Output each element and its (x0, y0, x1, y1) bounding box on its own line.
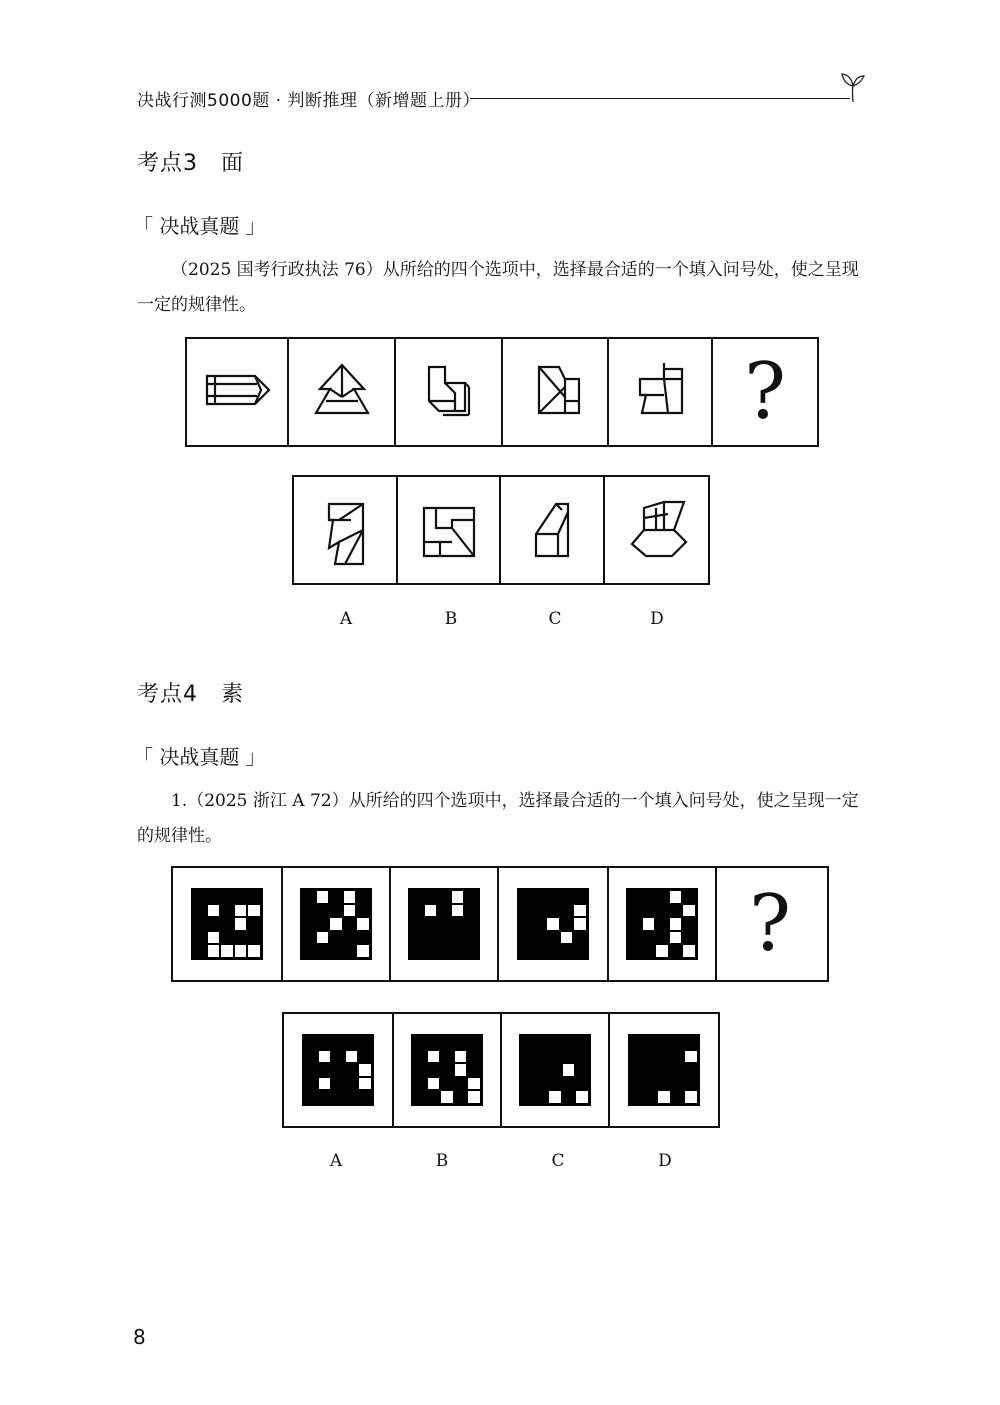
grid-options-row (282, 1012, 720, 1128)
section-title-4: 考点4 素 (137, 682, 244, 707)
grid-black-square (629, 905, 641, 917)
grid-black-square (672, 1051, 684, 1063)
grid-black-square (576, 1051, 588, 1063)
grid-black-square (332, 1091, 344, 1103)
grid-white-square (330, 918, 342, 930)
grid-black-square (425, 918, 437, 930)
grid-black-square (574, 932, 586, 944)
stem-question-cell (713, 339, 817, 445)
grid-black-square (344, 932, 356, 944)
grid-black-square (208, 918, 220, 930)
grid-black-square (656, 932, 668, 944)
grid-black-square (248, 891, 260, 903)
grid-black-square (194, 945, 206, 957)
grid-black-square (357, 891, 369, 903)
grid-black-square (319, 1037, 331, 1049)
grid-white-square (346, 1051, 358, 1063)
grid-white-square (547, 918, 559, 930)
question-text-3: （2025 国考行政执法 76）从所给的四个选项中，选择最合适的一个填入问号处，使之呈现一定的规律性。 (137, 260, 859, 315)
grid-black-square (520, 905, 532, 917)
grid-black-square (685, 1037, 697, 1049)
grid-white-square (452, 905, 464, 917)
grid-white-square (425, 905, 437, 917)
grid-white-square (576, 1091, 588, 1103)
grid-black-square (561, 905, 573, 917)
grid-black-square (672, 1037, 684, 1049)
option-label-a: A (339, 609, 353, 629)
option-label-c: C (548, 609, 562, 629)
grid-black-square (235, 891, 247, 903)
grid-white-square (452, 891, 464, 903)
stem-figure-3 (396, 339, 503, 445)
grid-black-square (670, 905, 682, 917)
grid-question-cell (717, 868, 823, 980)
grid-black-square (534, 891, 546, 903)
grid-white-square (208, 945, 220, 957)
grid-black-square (534, 945, 546, 957)
grid-black-square (656, 905, 668, 917)
figure-options-row (292, 475, 710, 585)
grid-black-square (221, 932, 233, 944)
grid-black-square (414, 1064, 426, 1076)
stem-grid-cell-1 (173, 868, 283, 980)
grid-black-square (520, 932, 532, 944)
option-figure-a[interactable] (294, 477, 398, 583)
grid-white-square (685, 1091, 697, 1103)
grid-black-square (522, 1051, 534, 1063)
grid-black-square (536, 1037, 548, 1049)
grid-black-square (317, 905, 329, 917)
grid-black-square (631, 1091, 643, 1103)
grid-black-square (303, 918, 315, 930)
grid-black-square (629, 918, 641, 930)
stem-figure-2 (289, 339, 396, 445)
grid-black-square (534, 905, 546, 917)
option-label-b: B (444, 609, 458, 629)
grid-black-square (303, 905, 315, 917)
grid-black-square (455, 1078, 467, 1090)
grid-black-square (455, 1037, 467, 1049)
grid-black-square (656, 918, 668, 930)
grid-black-square (465, 891, 477, 903)
grid-black-square (438, 905, 450, 917)
grid-option-label-d: D (658, 1151, 672, 1171)
grid-white-square (670, 891, 682, 903)
grid-black-square (631, 1037, 643, 1049)
grid-black-square (536, 1051, 548, 1063)
grid-white-square (683, 905, 695, 917)
grid-black-square (305, 1091, 317, 1103)
grid-white-square (248, 905, 260, 917)
grid-black-square (414, 1037, 426, 1049)
grid-black-square (563, 1091, 575, 1103)
grid-black-square (317, 918, 329, 930)
grid-black-square (643, 932, 655, 944)
stem-figure-1 (187, 339, 289, 445)
grid-white-square (208, 905, 220, 917)
page-number: 8 (133, 1325, 146, 1349)
grid-black-square (428, 1091, 440, 1103)
grid-black-square (468, 1051, 480, 1063)
grid-white-square (428, 1078, 440, 1090)
option-grid-cell-a[interactable] (284, 1014, 394, 1126)
grid-black-square (643, 945, 655, 957)
grid-black-square (332, 1078, 344, 1090)
grid-black-square (522, 1078, 534, 1090)
stem-figure-5 (609, 339, 713, 445)
grid-white-square (656, 945, 668, 957)
stem-grid (300, 888, 372, 960)
grid-black-square (357, 932, 369, 944)
stem-grid (626, 888, 698, 960)
grid-black-square (411, 905, 423, 917)
header-rule (470, 98, 850, 99)
option-grid-cell-b[interactable] (394, 1014, 502, 1126)
grid-white-square (643, 918, 655, 930)
grid-black-square (683, 918, 695, 930)
grid-black-square (357, 905, 369, 917)
grid-black-square (685, 1078, 697, 1090)
option-grid-cell-c[interactable] (502, 1014, 610, 1126)
option-figure-d[interactable] (605, 477, 709, 583)
grid-white-square (670, 918, 682, 930)
grid-black-square (359, 1091, 371, 1103)
grid-option-label-c: C (551, 1151, 565, 1171)
grid-white-square (344, 891, 356, 903)
stem-figure-4 (503, 339, 609, 445)
grid-black-square (547, 891, 559, 903)
grid-black-square (303, 891, 315, 903)
grid-black-square (438, 891, 450, 903)
grid-white-square (235, 945, 247, 957)
grid-black-square (536, 1064, 548, 1076)
grid-black-square (536, 1091, 548, 1103)
grid-black-square (344, 918, 356, 930)
grid-white-square (455, 1051, 467, 1063)
running-header: 决战行测5000题 · 判断推理（新增题上册） (137, 91, 480, 111)
grid-black-square (452, 918, 464, 930)
stem-grid-cell-3 (391, 868, 499, 980)
grid-black-square (359, 1051, 371, 1063)
grid-black-square (631, 1078, 643, 1090)
grid-black-square (656, 891, 668, 903)
grid-white-square (248, 945, 260, 957)
grid-black-square (330, 905, 342, 917)
grid-black-square (465, 918, 477, 930)
grid-black-square (438, 932, 450, 944)
grid-white-square (359, 1064, 371, 1076)
grid-black-square (645, 1078, 657, 1090)
grid-black-square (658, 1078, 670, 1090)
stem-grid-cell-4 (499, 868, 609, 980)
grid-black-square (330, 891, 342, 903)
grid-black-square (629, 891, 641, 903)
grid-black-square (346, 1064, 358, 1076)
grid-black-square (346, 1091, 358, 1103)
grid-white-square (468, 1078, 480, 1090)
stem-grid (191, 888, 263, 960)
grid-white-square (670, 932, 682, 944)
grid-black-square (465, 905, 477, 917)
grid-black-square (631, 1051, 643, 1063)
grid-black-square (465, 945, 477, 957)
grid-black-square (672, 1064, 684, 1076)
grid-white-square (357, 918, 369, 930)
grid-black-square (455, 1091, 467, 1103)
grid-black-square (685, 1064, 697, 1076)
grid-black-square (441, 1064, 453, 1076)
grid-black-square (549, 1037, 561, 1049)
grid-black-square (305, 1037, 317, 1049)
grid-black-square (561, 918, 573, 930)
grid-black-square (465, 932, 477, 944)
question-mark: ? (744, 347, 786, 437)
grid-black-square (574, 945, 586, 957)
grid-black-square (194, 932, 206, 944)
grid-black-square (194, 891, 206, 903)
grid-white-square (221, 945, 233, 957)
grid-black-square (520, 891, 532, 903)
stem-grid-cell-2 (283, 868, 391, 980)
stem-grid-cell-5 (609, 868, 717, 980)
option-grid (302, 1034, 374, 1106)
grid-black-square (576, 1064, 588, 1076)
grid-black-square (522, 1037, 534, 1049)
grid-black-square (672, 1078, 684, 1090)
grid-black-square (425, 891, 437, 903)
grid-black-square (317, 945, 329, 957)
grid-black-square (452, 932, 464, 944)
section-title-3: 考点3 面 (137, 151, 244, 176)
grid-black-square (346, 1078, 358, 1090)
grid-black-square (248, 932, 260, 944)
grid-white-square (549, 1091, 561, 1103)
grid-white-square (563, 1064, 575, 1076)
grid-black-square (629, 945, 641, 957)
grid-white-square (441, 1091, 453, 1103)
stem-grid (408, 888, 480, 960)
grid-black-square (452, 945, 464, 957)
grid-black-square (441, 1051, 453, 1063)
option-grid (411, 1034, 483, 1106)
grid-black-square (645, 1091, 657, 1103)
grid-black-square (248, 918, 260, 930)
grid-black-square (319, 1091, 331, 1103)
option-figure-c[interactable] (501, 477, 605, 583)
grid-black-square (468, 1064, 480, 1076)
grid-black-square (414, 1051, 426, 1063)
grid-black-square (534, 918, 546, 930)
grid-option-label-b: B (435, 1151, 449, 1171)
grid-white-square (344, 905, 356, 917)
grid-black-square (221, 918, 233, 930)
grid-black-square (411, 918, 423, 930)
grid-black-square (645, 1051, 657, 1063)
grid-black-square (534, 932, 546, 944)
grid-stem-row (171, 866, 829, 982)
grid-black-square (194, 905, 206, 917)
grid-white-square (455, 1064, 467, 1076)
grid-black-square (441, 1078, 453, 1090)
grid-black-square (332, 1051, 344, 1063)
grid-black-square (303, 945, 315, 957)
grid-black-square (576, 1078, 588, 1090)
grid-black-square (643, 891, 655, 903)
option-label-d: D (650, 609, 664, 629)
grid-black-square (670, 945, 682, 957)
grid-black-square (549, 1078, 561, 1090)
grid-black-square (346, 1037, 358, 1049)
option-grid (628, 1034, 700, 1106)
grid-black-square (332, 1064, 344, 1076)
grid-black-square (561, 945, 573, 957)
grid-black-square (536, 1078, 548, 1090)
grid-white-square (208, 932, 220, 944)
grid-white-square (319, 1078, 331, 1090)
grid-black-square (359, 1037, 371, 1049)
grid-black-square (631, 1064, 643, 1076)
grid-black-square (305, 1078, 317, 1090)
grid-black-square (425, 945, 437, 957)
option-grid (519, 1034, 591, 1106)
sprout-icon (838, 66, 868, 106)
grid-black-square (574, 891, 586, 903)
grid-white-square (357, 945, 369, 957)
grid-black-square (235, 932, 247, 944)
grid-black-square (344, 945, 356, 957)
grid-black-square (547, 905, 559, 917)
grid-black-square (520, 918, 532, 930)
grid-black-square (411, 932, 423, 944)
question-text-4: 1.（2025 浙江 A 72）从所给的四个选项中，选择最合适的一个填入问号处，使之呈现一定的规律性。 (137, 791, 859, 846)
grid-option-label-a: A (329, 1151, 343, 1171)
grid-black-square (411, 945, 423, 957)
grid-black-square (303, 932, 315, 944)
grid-black-square (658, 1051, 670, 1063)
grid-black-square (547, 932, 559, 944)
figure-stem-row (185, 337, 819, 447)
grid-white-square (319, 1051, 331, 1063)
grid-black-square (563, 1051, 575, 1063)
grid-black-square (561, 891, 573, 903)
grid-black-square (221, 905, 233, 917)
grid-black-square (305, 1064, 317, 1076)
grid-white-square (574, 905, 586, 917)
grid-black-square (411, 891, 423, 903)
grid-black-square (658, 1037, 670, 1049)
grid-black-square (305, 1051, 317, 1063)
grid-black-square (414, 1078, 426, 1090)
grid-black-square (629, 932, 641, 944)
zhenti-tag-3: 「 决战真题 」 (133, 214, 266, 238)
grid-black-square (438, 945, 450, 957)
grid-black-square (330, 932, 342, 944)
grid-black-square (549, 1051, 561, 1063)
grid-white-square (235, 905, 247, 917)
grid-white-square (317, 891, 329, 903)
zhenti-tag-4: 「 决战真题 」 (133, 745, 266, 769)
grid-black-square (522, 1091, 534, 1103)
grid-white-square (428, 1051, 440, 1063)
grid-black-square (683, 891, 695, 903)
grid-black-square (425, 932, 437, 944)
grid-black-square (563, 1078, 575, 1090)
grid-black-square (332, 1037, 344, 1049)
grid-black-square (194, 918, 206, 930)
grid-black-square (414, 1091, 426, 1103)
grid-black-square (428, 1064, 440, 1076)
grid-black-square (563, 1037, 575, 1049)
grid-white-square (561, 932, 573, 944)
grid-black-square (643, 905, 655, 917)
grid-black-square (319, 1064, 331, 1076)
grid-black-square (645, 1037, 657, 1049)
option-figure-b[interactable] (398, 477, 502, 583)
grid-black-square (576, 1037, 588, 1049)
grid-white-square (235, 918, 247, 930)
grid-black-square (208, 891, 220, 903)
grid-black-square (683, 932, 695, 944)
grid-black-square (522, 1064, 534, 1076)
grid-white-square (317, 932, 329, 944)
grid-black-square (428, 1037, 440, 1049)
grid-white-square (359, 1078, 371, 1090)
stem-grid (517, 888, 589, 960)
grid-black-square (547, 945, 559, 957)
grid-black-square (468, 1037, 480, 1049)
grid-white-square (685, 1051, 697, 1063)
grid-white-square (683, 945, 695, 957)
grid-black-square (549, 1064, 561, 1076)
question-mark: ? (749, 879, 791, 969)
grid-black-square (645, 1064, 657, 1076)
grid-black-square (441, 1037, 453, 1049)
grid-black-square (672, 1091, 684, 1103)
grid-black-square (520, 945, 532, 957)
grid-black-square (438, 918, 450, 930)
grid-black-square (221, 891, 233, 903)
grid-white-square (658, 1091, 670, 1103)
grid-white-square (574, 918, 586, 930)
grid-black-square (658, 1064, 670, 1076)
grid-white-square (468, 1091, 480, 1103)
option-grid-cell-d[interactable] (610, 1014, 718, 1126)
grid-black-square (330, 945, 342, 957)
